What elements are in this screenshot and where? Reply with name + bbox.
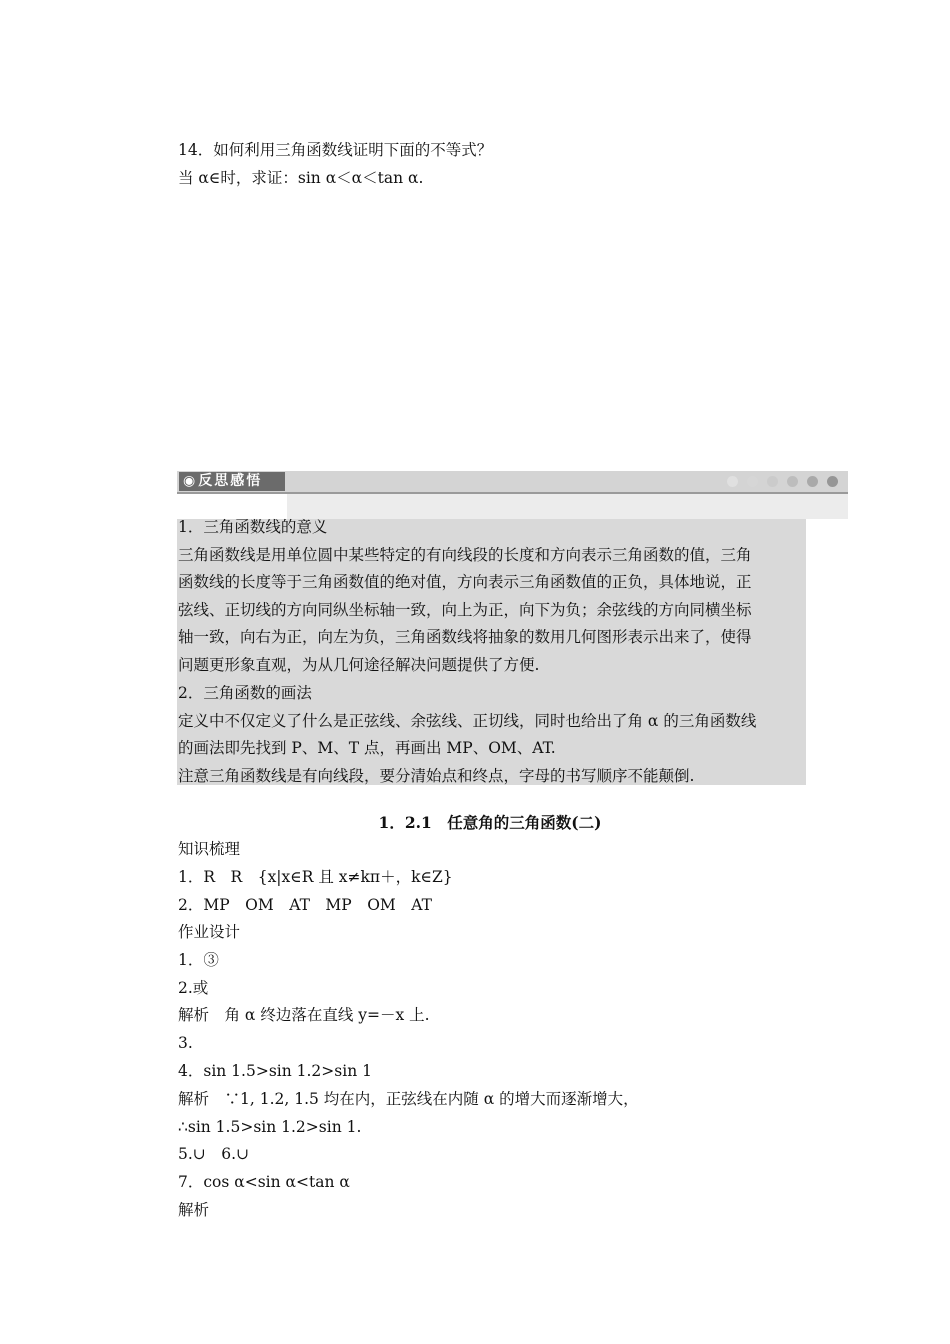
dot-icon [827, 476, 838, 487]
target-icon: ◉ [183, 473, 196, 489]
section-title: 1．2.1 任意角的三角函数(二) [378, 813, 602, 832]
dot-icon [727, 476, 738, 487]
question-14-text: 14．如何利用三角函数线证明下面的不等式？ [178, 141, 493, 159]
answer-line: 1．③ [178, 951, 219, 969]
reflection-line: 注意三角函数线是有向线段，要分清始点和终点，字母的书写顺序不能颠倒. [178, 767, 695, 785]
banner-title-text: 反思感悟 [198, 473, 263, 489]
banner-shadow [287, 492, 848, 519]
answer-line: 解析 角 α 终边落在直线 y=－x 上. [178, 1006, 430, 1024]
answer-line: 4．sin 1.5>sin 1.2>sin 1 [178, 1062, 372, 1080]
reflection-line: 函数线的长度等于三角函数值的绝对值，方向表示三角函数值的正负，具体地说，正 [178, 573, 752, 591]
reflection-line: 2．三角函数的画法 [178, 684, 312, 702]
reflection-line: 问题更形象直观，为从几何途径解决问题提供了方便. [178, 656, 540, 674]
answer-line: 作业设计 [178, 923, 241, 941]
answer-line: ∴sin 1.5>sin 1.2>sin 1. [178, 1118, 362, 1136]
banner-title [179, 472, 285, 491]
question-14-condition: 当 α∈时，求证：sin α＜α＜tan α. [178, 169, 424, 187]
answer-line: 2．MP OM AT MP OM AT [178, 896, 432, 914]
decorative-dots [727, 476, 838, 487]
answer-line: 解析 ∵1, 1.2, 1.5 均在内，正弦线在内随 α 的增大而逐渐增大， [178, 1090, 639, 1108]
dot-icon [787, 476, 798, 487]
answer-line: 2.或 [178, 979, 209, 997]
reflection-line: 1．三角函数线的意义 [178, 518, 328, 536]
answer-line: 3. [178, 1034, 193, 1052]
answer-line: 1．R R {x|x∈R 且 x≠kπ＋，k∈Z} [178, 868, 453, 886]
answer-line: 5.∪ 6.∪ [178, 1145, 250, 1163]
banner-divider [177, 492, 848, 494]
reflection-line: 的画法即先找到 P、M、T 点，再画出 MP、OM、AT. [178, 739, 556, 757]
dot-icon [807, 476, 818, 487]
reflection-banner [177, 471, 848, 519]
reflection-line: 三角函数线是用单位圆中某些特定的有向线段的长度和方向表示三角函数的值，三角 [178, 546, 752, 564]
reflection-line: 轴一致，向右为正，向左为负，三角函数线将抽象的数用几何图形表示出来了，使得 [178, 628, 752, 646]
dot-icon [767, 476, 778, 487]
answer-line: 7．cos α<sin α<tan α [178, 1173, 350, 1191]
answer-line: 知识梳理 [178, 840, 241, 858]
dot-icon [747, 476, 758, 487]
reflection-line: 弦线、正切线的方向同纵坐标轴一致，向上为正，向下为负；余弦线的方向同横坐标 [178, 601, 752, 619]
reflection-content [177, 519, 806, 785]
answer-line: 解析 [178, 1201, 210, 1219]
reflection-line: 定义中不仅定义了什么是正弦线、余弦线、正切线，同时也给出了角 α 的三角函数线 [178, 712, 757, 730]
